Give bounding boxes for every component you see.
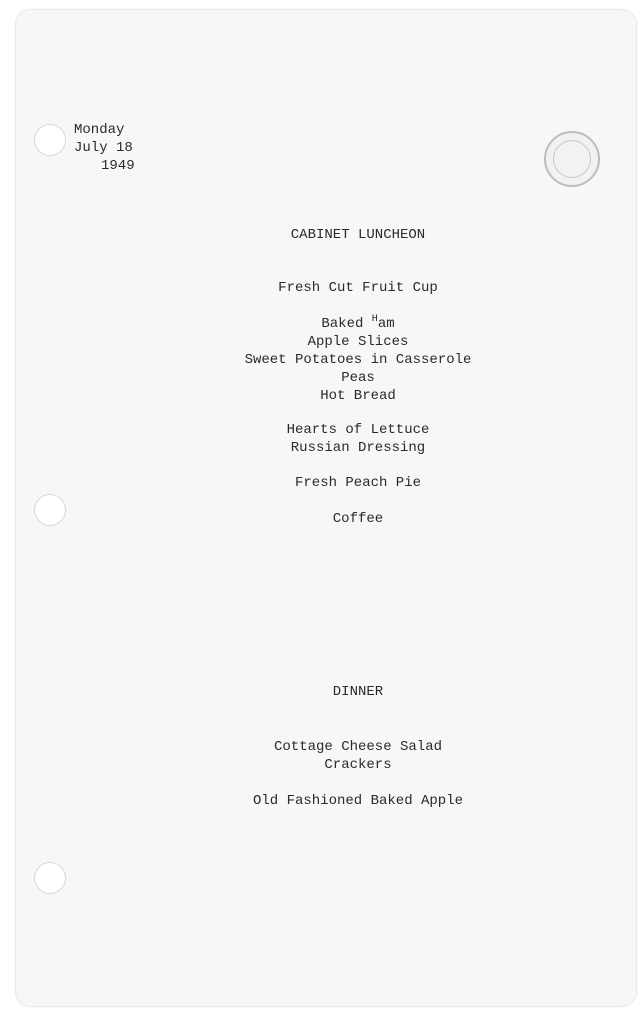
archive-stamp-inner <box>553 140 591 178</box>
luncheon-item-peach-pie: Fresh Peach Pie <box>294 475 422 491</box>
date-year: 1949 <box>101 158 135 174</box>
baked-ham-suffix: am <box>377 316 395 332</box>
luncheon-item-peas: Peas <box>341 370 375 386</box>
menu-page <box>16 10 636 1006</box>
luncheon-item-hearts-of-lettuce: Hearts of Lettuce <box>286 422 430 438</box>
dinner-item-baked-apple: Old Fashioned Baked Apple <box>252 793 464 809</box>
luncheon-heading: CABINET LUNCHEON <box>290 227 426 243</box>
dinner-heading: DINNER <box>332 684 384 700</box>
binder-hole-top <box>34 124 66 156</box>
baked-ham-sup: H <box>371 314 378 325</box>
archive-stamp-icon <box>544 131 600 187</box>
luncheon-item-sweet-potatoes: Sweet Potatoes in Casserole <box>244 352 472 368</box>
binder-hole-bottom <box>34 862 66 894</box>
luncheon-item-russian-dressing: Russian Dressing <box>290 440 426 456</box>
date-block <box>74 121 135 175</box>
date-month-day: July 18 <box>74 140 133 156</box>
luncheon-item-baked-ham <box>16 315 636 333</box>
luncheon-item-fruit-cup: Fresh Cut Fruit Cup <box>278 280 438 296</box>
dinner-item-cottage-cheese-salad: Cottage Cheese Salad <box>273 739 443 755</box>
date-day: Monday <box>74 122 125 138</box>
luncheon-item-apple-slices: Apple Slices <box>307 334 409 350</box>
luncheon-item-hot-bread: Hot Bread <box>320 388 396 404</box>
dinner-item-crackers: Crackers <box>324 757 392 773</box>
baked-ham-text: Baked <box>321 316 372 332</box>
luncheon-item-coffee: Coffee <box>332 511 384 527</box>
